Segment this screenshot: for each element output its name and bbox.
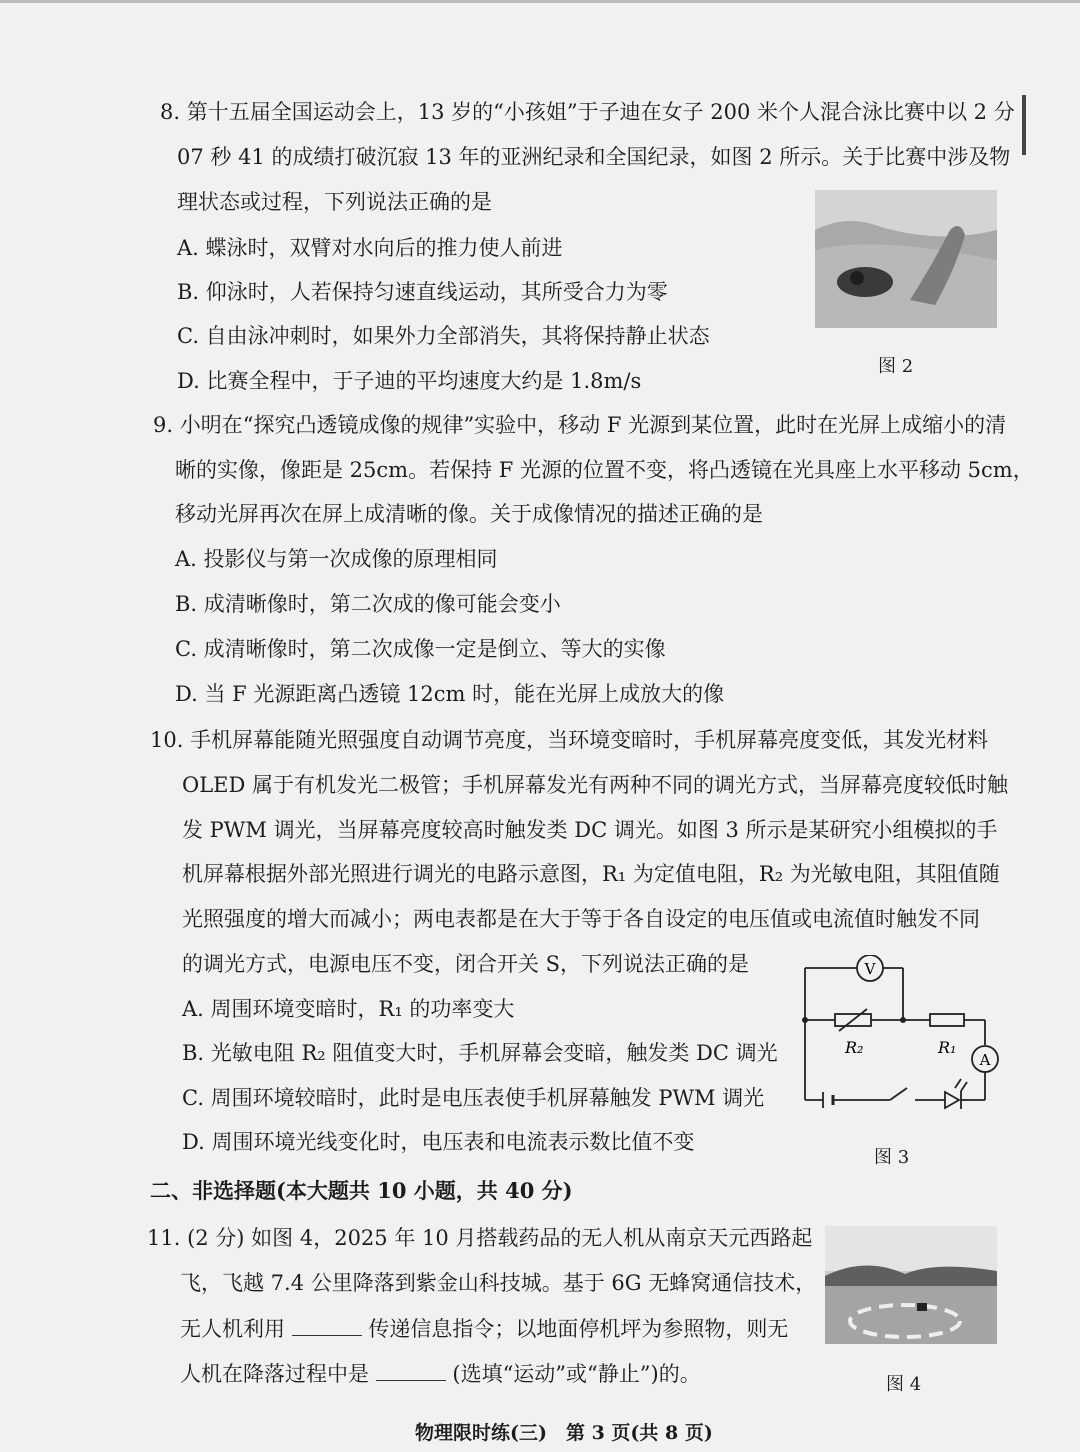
- margin-mark: [1022, 95, 1026, 155]
- q10-line-5: 光照强度的增大而减小；两电表都是在大于等于各自设定的电压值或电流值时触发不同: [182, 907, 980, 931]
- q9-line-2: 晰的实像，像距是 25cm。若保持 F 光源的位置不变，将凸透镜在光具座上水平移动 5cm，: [175, 458, 1034, 482]
- q9-option-a: A. 投影仪与第一次成像的原理相同: [175, 547, 498, 571]
- q10-option-a: A. 周围环境变暗时，R₁ 的功率变大: [182, 997, 515, 1021]
- r2-label: R₂: [845, 1038, 864, 1057]
- q8-option-d: D. 比赛全程中，于子迪的平均速度大约是 1.8m/s: [177, 369, 642, 393]
- figure-2-swimmer-photo: [815, 190, 997, 328]
- q9-line-3: 移动光屏再次在屏上成清晰的像。关于成像情况的描述正确的是: [175, 502, 763, 526]
- figure-3-caption: 图 3: [874, 1147, 910, 1168]
- q9-option-c: C. 成清晰像时，第二次成像一定是倒立、等大的实像: [175, 637, 666, 661]
- q10-option-b: B. 光敏电阻 R₂ 阻值变大时，手机屏幕会变暗，触发类 DC 调光: [182, 1041, 778, 1065]
- q10-line-1: 10. 手机屏幕能随光照强度自动调节亮度，当环境变暗时，手机屏幕亮度变低，其发光材料: [150, 728, 989, 752]
- q10-line-3: 发 PWM 调光，当屏幕亮度较高时触发类 DC 调光。如图 3 所示是某研究小组模拟的手: [182, 818, 998, 842]
- q8-option-c: C. 自由泳冲刺时，如果外力全部消失，其将保持静止状态: [177, 324, 710, 348]
- section-2-header: 二、非选择题(本大题共 10 小题，共 40 分): [150, 1178, 573, 1203]
- q8-option-b: B. 仰泳时，人若保持匀速直线运动，其所受合力为零: [177, 280, 668, 304]
- q8-option-a: A. 蝶泳时，双臂对水向后的推力使人前进: [177, 236, 563, 260]
- ammeter-label: A: [979, 1051, 991, 1069]
- q11-line-4-start: 人机在降落过程中是: [180, 1362, 369, 1386]
- q10-line-4: 机屏幕根据外部光照进行调光的电路示意图，R₁ 为定值电阻，R₂ 为光敏电阻，其阻值随: [182, 862, 1000, 886]
- figure-3-circuit-diagram: [795, 955, 1010, 1115]
- page-top-edge: [0, 0, 1080, 3]
- r1-label: R₁: [938, 1038, 957, 1057]
- q11-line-3-end: 传递信息指令；以地面停机坪为参照物，则无: [368, 1317, 789, 1341]
- q11-blank-2[interactable]: [376, 1360, 446, 1381]
- q8-line-2: 07 秒 41 的成绩打破沉寂 13 年的亚洲纪录和全国纪录，如图 2 所示。关于比赛中涉及物: [177, 145, 1011, 169]
- q11-line-4: [180, 1360, 701, 1388]
- q9-option-b: B. 成清晰像时，第二次成的像可能会变小: [175, 592, 561, 616]
- led-icon: [945, 1092, 959, 1108]
- q8-line-3: 理状态或过程，下列说法正确的是: [177, 190, 492, 214]
- q11-blank-1[interactable]: [292, 1315, 362, 1336]
- figure-4-drone-photo: [825, 1226, 997, 1344]
- q9-option-d: D. 当 F 光源距离凸透镜 12cm 时，能在光屏上成放大的像: [175, 682, 725, 706]
- q11-line-2: 飞，飞越 7.4 公里降落到紫金山科技城。基于 6G 无蜂窝通信技术，: [180, 1271, 817, 1295]
- q10-option-c: C. 周围环境较暗时，此时是电压表使手机屏幕触发 PWM 调光: [182, 1086, 765, 1110]
- q10-line-2: OLED 属于有机发光二极管；手机屏幕发光有两种不同的调光方式，当屏幕亮度较低时触: [182, 773, 1009, 797]
- r1-resistor-icon: [930, 1014, 964, 1026]
- q10-option-d: D. 周围环境光线变化时，电压表和电流表示数比值不变: [182, 1130, 695, 1154]
- figure-4-caption: 图 4: [886, 1374, 922, 1395]
- voltmeter-label: V: [864, 960, 876, 978]
- q9-line-1: 9. 小明在“探究凸透镜成像的规律”实验中，移动 F 光源到某位置，此时在光屏上成缩小的清: [153, 413, 1007, 437]
- figure-2-caption: 图 2: [878, 356, 914, 377]
- q11-line-3-start: 无人机利用: [180, 1317, 285, 1341]
- q11-line-3: [180, 1315, 788, 1343]
- q8-line-1: 8. 第十五届全国运动会上，13 岁的“小孩姐”于子迪在女子 200 米个人混合泳比赛中以 2 分: [160, 100, 1015, 124]
- q10-line-6: 的调光方式，电源电压不变，闭合开关 S，下列说法正确的是: [182, 952, 750, 976]
- q11-line-4-end: (选填“运动”或“静止”)的。: [452, 1362, 701, 1386]
- page-footer: 物理限时练(三) 第 3 页(共 8 页): [415, 1422, 713, 1444]
- q11-line-1: 11. (2 分) 如图 4，2025 年 10 月搭载药品的无人机从南京天元西路起: [147, 1226, 813, 1250]
